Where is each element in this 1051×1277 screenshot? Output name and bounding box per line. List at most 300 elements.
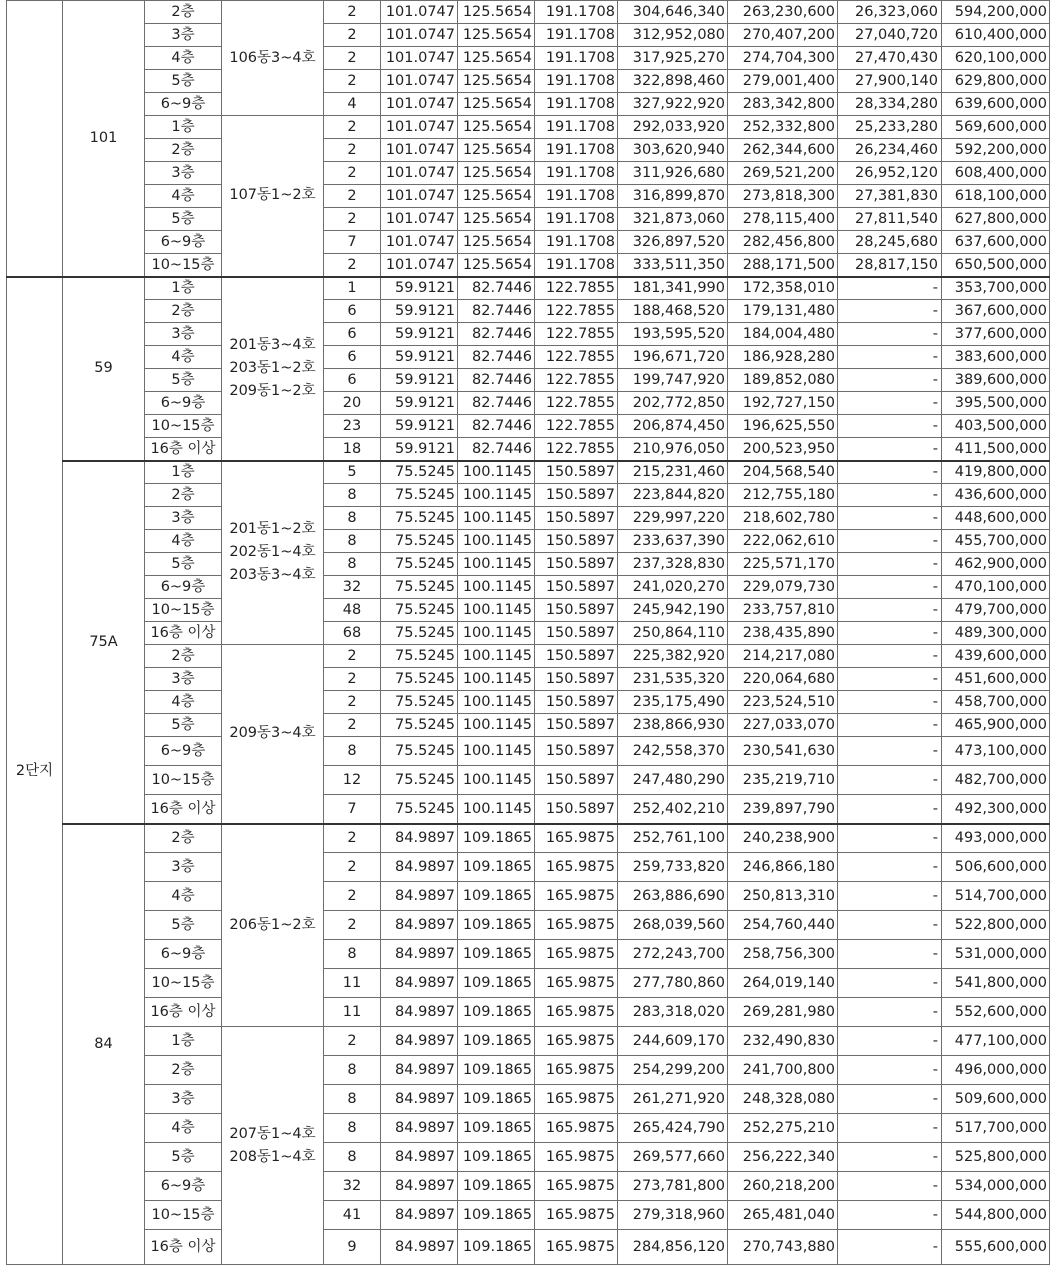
building-price-cell: 230,541,630 — [728, 737, 838, 766]
area-a-cell: 101.0747 — [381, 93, 458, 116]
floor-cell: 3층 — [145, 1085, 222, 1114]
building-price-cell: 263,230,600 — [728, 1, 838, 24]
area-b-cell: 125.5654 — [458, 93, 535, 116]
table-row — [7, 24, 1050, 47]
area-a-cell: 75.5245 — [381, 645, 458, 668]
area-c-cell: 150.5897 — [535, 714, 618, 737]
table-row — [7, 998, 1050, 1027]
area-c-cell: 150.5897 — [535, 691, 618, 714]
area-b-cell: 125.5654 — [458, 162, 535, 185]
total-price-cell: 517,700,000 — [942, 1114, 1050, 1143]
floor-cell: 5층 — [145, 714, 222, 737]
floor-cell: 10~15층 — [145, 254, 222, 277]
building-cell: 201동1~2호 202동1~4호 203동3~4호 — [222, 461, 324, 645]
table-row — [7, 392, 1050, 415]
area-c-cell: 150.5897 — [535, 737, 618, 766]
area-b-cell: 82.7446 — [458, 346, 535, 369]
floor-cell: 5층 — [145, 911, 222, 940]
units-cell: 2 — [324, 24, 381, 47]
area-c-cell: 165.9875 — [535, 824, 618, 853]
area-c-cell: 122.7855 — [535, 346, 618, 369]
area-b-cell: 100.1145 — [458, 714, 535, 737]
units-cell: 4 — [324, 93, 381, 116]
floor-cell: 1층 — [145, 1027, 222, 1056]
total-price-cell: 411,500,000 — [942, 438, 1050, 461]
area-b-cell: 109.1865 — [458, 824, 535, 853]
area-c-cell: 122.7855 — [535, 277, 618, 300]
floor-cell: 3층 — [145, 507, 222, 530]
table-row — [7, 530, 1050, 553]
land-price-cell: 247,480,290 — [618, 766, 728, 795]
building-price-cell: 254,760,440 — [728, 911, 838, 940]
area-a-cell: 84.9897 — [381, 998, 458, 1027]
floor-cell: 16층 이상 — [145, 438, 222, 461]
area-a-cell: 84.9897 — [381, 853, 458, 882]
area-b-cell: 109.1865 — [458, 1085, 535, 1114]
units-cell: 2 — [324, 668, 381, 691]
units-cell: 2 — [324, 882, 381, 911]
area-c-cell: 165.9875 — [535, 911, 618, 940]
area-c-cell: 165.9875 — [535, 940, 618, 969]
vat-cell: - — [838, 392, 942, 415]
area-a-cell: 101.0747 — [381, 116, 458, 139]
area-c-cell: 150.5897 — [535, 599, 618, 622]
table-row — [7, 795, 1050, 824]
table-row — [7, 622, 1050, 645]
total-price-cell: 455,700,000 — [942, 530, 1050, 553]
table-row — [7, 185, 1050, 208]
units-cell: 8 — [324, 530, 381, 553]
land-price-cell: 327,922,920 — [618, 93, 728, 116]
total-price-cell: 367,600,000 — [942, 300, 1050, 323]
area-b-cell: 109.1865 — [458, 1114, 535, 1143]
building-price-cell: 233,757,810 — [728, 599, 838, 622]
total-price-cell: 489,300,000 — [942, 622, 1050, 645]
area-c-cell: 165.9875 — [535, 882, 618, 911]
building-price-cell: 265,481,040 — [728, 1201, 838, 1230]
total-price-cell: 479,700,000 — [942, 599, 1050, 622]
area-a-cell: 84.9897 — [381, 1114, 458, 1143]
area-c-cell: 122.7855 — [535, 392, 618, 415]
table-row — [7, 1201, 1050, 1230]
land-price-cell: 202,772,850 — [618, 392, 728, 415]
land-price-cell: 303,620,940 — [618, 139, 728, 162]
area-a-cell: 59.9121 — [381, 323, 458, 346]
area-a-cell: 84.9897 — [381, 1172, 458, 1201]
area-b-cell: 100.1145 — [458, 484, 535, 507]
building-price-cell: 283,342,800 — [728, 93, 838, 116]
total-price-cell: 569,600,000 — [942, 116, 1050, 139]
land-price-cell: 279,318,960 — [618, 1201, 728, 1230]
land-price-cell: 321,873,060 — [618, 208, 728, 231]
units-cell: 8 — [324, 1143, 381, 1172]
area-a-cell: 59.9121 — [381, 369, 458, 392]
floor-cell: 5층 — [145, 369, 222, 392]
table-row — [7, 668, 1050, 691]
floor-cell: 16층 이상 — [145, 795, 222, 824]
vat-cell: - — [838, 323, 942, 346]
units-cell: 11 — [324, 969, 381, 998]
area-b-cell: 125.5654 — [458, 116, 535, 139]
vat-cell: - — [838, 438, 942, 461]
units-cell: 9 — [324, 1230, 381, 1265]
building-price-cell: 270,743,880 — [728, 1230, 838, 1265]
units-cell: 8 — [324, 553, 381, 576]
table-row — [7, 911, 1050, 940]
land-price-cell: 311,926,680 — [618, 162, 728, 185]
vat-cell: - — [838, 1114, 942, 1143]
vat-cell: - — [838, 277, 942, 300]
vat-cell: - — [838, 1143, 942, 1172]
building-price-cell: 238,435,890 — [728, 622, 838, 645]
area-a-cell: 59.9121 — [381, 277, 458, 300]
table-row — [7, 162, 1050, 185]
area-b-cell: 125.5654 — [458, 231, 535, 254]
table-row — [7, 300, 1050, 323]
vat-cell: - — [838, 940, 942, 969]
land-price-cell: 181,341,990 — [618, 277, 728, 300]
building-price-cell: 260,218,200 — [728, 1172, 838, 1201]
vat-cell: 26,234,460 — [838, 139, 942, 162]
vat-cell: - — [838, 911, 942, 940]
total-price-cell: 650,500,000 — [942, 254, 1050, 277]
area-b-cell: 100.1145 — [458, 461, 535, 484]
land-price-cell: 229,997,220 — [618, 507, 728, 530]
table-row — [7, 323, 1050, 346]
units-cell: 8 — [324, 484, 381, 507]
vat-cell: 26,323,060 — [838, 1, 942, 24]
area-c-cell: 150.5897 — [535, 668, 618, 691]
building-price-cell: 196,625,550 — [728, 415, 838, 438]
land-price-cell: 269,577,660 — [618, 1143, 728, 1172]
floor-cell: 1층 — [145, 461, 222, 484]
floor-cell: 10~15층 — [145, 969, 222, 998]
total-price-cell: 473,100,000 — [942, 737, 1050, 766]
units-cell: 2 — [324, 1, 381, 24]
vat-cell: - — [838, 795, 942, 824]
vat-cell: - — [838, 530, 942, 553]
area-a-cell: 75.5245 — [381, 668, 458, 691]
vat-cell: 27,811,540 — [838, 208, 942, 231]
floor-cell: 4층 — [145, 185, 222, 208]
total-price-cell: 608,400,000 — [942, 162, 1050, 185]
table-row — [7, 70, 1050, 93]
area-a-cell: 101.0747 — [381, 208, 458, 231]
area-a-cell: 101.0747 — [381, 231, 458, 254]
table-row — [7, 438, 1050, 461]
total-price-cell: 522,800,000 — [942, 911, 1050, 940]
area-a-cell: 101.0747 — [381, 1, 458, 24]
area-b-cell: 109.1865 — [458, 998, 535, 1027]
floor-cell: 4층 — [145, 47, 222, 70]
table-row — [7, 1114, 1050, 1143]
building-price-cell: 278,115,400 — [728, 208, 838, 231]
floor-cell: 6~9층 — [145, 231, 222, 254]
total-price-cell: 592,200,000 — [942, 139, 1050, 162]
total-price-cell: 436,600,000 — [942, 484, 1050, 507]
floor-cell: 2층 — [145, 1, 222, 24]
area-b-cell: 100.1145 — [458, 645, 535, 668]
units-cell: 5 — [324, 461, 381, 484]
building-price-cell: 279,001,400 — [728, 70, 838, 93]
total-price-cell: 525,800,000 — [942, 1143, 1050, 1172]
area-c-cell: 122.7855 — [535, 415, 618, 438]
area-c-cell: 191.1708 — [535, 70, 618, 93]
units-cell: 18 — [324, 438, 381, 461]
units-cell: 2 — [324, 162, 381, 185]
total-price-cell: 531,000,000 — [942, 940, 1050, 969]
area-c-cell: 122.7855 — [535, 438, 618, 461]
floor-cell: 4층 — [145, 1114, 222, 1143]
total-price-cell: 470,100,000 — [942, 576, 1050, 599]
building-price-cell: 235,219,710 — [728, 766, 838, 795]
vat-cell: - — [838, 668, 942, 691]
floor-cell: 6~9층 — [145, 1172, 222, 1201]
units-cell: 7 — [324, 231, 381, 254]
units-cell: 1 — [324, 277, 381, 300]
total-price-cell: 610,400,000 — [942, 24, 1050, 47]
building-price-cell: 239,897,790 — [728, 795, 838, 824]
area-b-cell: 100.1145 — [458, 530, 535, 553]
vat-cell: - — [838, 766, 942, 795]
vat-cell: 25,233,280 — [838, 116, 942, 139]
area-b-cell: 125.5654 — [458, 139, 535, 162]
land-price-cell: 283,318,020 — [618, 998, 728, 1027]
units-cell: 20 — [324, 392, 381, 415]
area-c-cell: 165.9875 — [535, 1085, 618, 1114]
area-b-cell: 100.1145 — [458, 691, 535, 714]
land-price-cell: 304,646,340 — [618, 1, 728, 24]
units-cell: 7 — [324, 795, 381, 824]
building-cell: 107동1~2호 — [222, 116, 324, 277]
vat-cell: - — [838, 1172, 942, 1201]
units-cell: 6 — [324, 346, 381, 369]
area-b-cell: 109.1865 — [458, 1056, 535, 1085]
area-b-cell: 82.7446 — [458, 300, 535, 323]
area-b-cell: 82.7446 — [458, 369, 535, 392]
land-price-cell: 242,558,370 — [618, 737, 728, 766]
table-row — [7, 576, 1050, 599]
area-a-cell: 59.9121 — [381, 415, 458, 438]
area-b-cell: 82.7446 — [458, 277, 535, 300]
vat-cell: 26,952,120 — [838, 162, 942, 185]
vat-cell: - — [838, 300, 942, 323]
table-row — [7, 346, 1050, 369]
area-c-cell: 191.1708 — [535, 116, 618, 139]
floor-cell: 3층 — [145, 162, 222, 185]
floor-cell: 10~15층 — [145, 415, 222, 438]
total-price-cell: 465,900,000 — [942, 714, 1050, 737]
total-price-cell: 353,700,000 — [942, 277, 1050, 300]
vat-cell: 27,381,830 — [838, 185, 942, 208]
table-row — [7, 208, 1050, 231]
floor-cell: 16층 이상 — [145, 622, 222, 645]
vat-cell: - — [838, 824, 942, 853]
building-price-cell: 269,281,980 — [728, 998, 838, 1027]
floor-cell: 6~9층 — [145, 940, 222, 969]
total-price-cell: 544,800,000 — [942, 1201, 1050, 1230]
total-price-cell: 627,800,000 — [942, 208, 1050, 231]
floor-cell: 5층 — [145, 70, 222, 93]
building-cell: 207동1~4호 208동1~4호 — [222, 1027, 324, 1265]
table-row — [7, 691, 1050, 714]
vat-cell: - — [838, 882, 942, 911]
land-price-cell: 263,886,690 — [618, 882, 728, 911]
building-price-cell: 227,033,070 — [728, 714, 838, 737]
floor-cell: 10~15층 — [145, 1201, 222, 1230]
area-c-cell: 165.9875 — [535, 853, 618, 882]
table-row — [7, 139, 1050, 162]
area-b-cell: 100.1145 — [458, 795, 535, 824]
area-b-cell: 82.7446 — [458, 415, 535, 438]
floor-cell: 5층 — [145, 208, 222, 231]
total-price-cell: 458,700,000 — [942, 691, 1050, 714]
units-cell: 68 — [324, 622, 381, 645]
building-price-cell: 252,275,210 — [728, 1114, 838, 1143]
area-a-cell: 75.5245 — [381, 622, 458, 645]
total-price-cell: 496,000,000 — [942, 1056, 1050, 1085]
land-price-cell: 196,671,720 — [618, 346, 728, 369]
land-price-cell: 225,382,920 — [618, 645, 728, 668]
total-price-cell: 594,200,000 — [942, 1, 1050, 24]
area-a-cell: 84.9897 — [381, 1056, 458, 1085]
table-row — [7, 1, 1050, 24]
area-a-cell: 75.5245 — [381, 461, 458, 484]
units-cell: 48 — [324, 599, 381, 622]
building-price-cell: 204,568,540 — [728, 461, 838, 484]
units-cell: 8 — [324, 940, 381, 969]
land-price-cell: 254,299,200 — [618, 1056, 728, 1085]
vat-cell: - — [838, 1027, 942, 1056]
vat-cell: - — [838, 461, 942, 484]
total-price-cell: 492,300,000 — [942, 795, 1050, 824]
table-row — [7, 645, 1050, 668]
land-price-cell: 193,595,520 — [618, 323, 728, 346]
units-cell: 8 — [324, 507, 381, 530]
floor-cell: 1층 — [145, 116, 222, 139]
land-price-cell: 233,637,390 — [618, 530, 728, 553]
building-price-cell: 218,602,780 — [728, 507, 838, 530]
land-price-cell: 326,897,520 — [618, 231, 728, 254]
area-b-cell: 125.5654 — [458, 208, 535, 231]
land-price-cell: 252,761,100 — [618, 824, 728, 853]
area-a-cell: 75.5245 — [381, 484, 458, 507]
table-row — [7, 277, 1050, 300]
area-c-cell: 150.5897 — [535, 622, 618, 645]
area-c-cell: 165.9875 — [535, 1201, 618, 1230]
building-price-cell: 189,852,080 — [728, 369, 838, 392]
vat-cell: 28,817,150 — [838, 254, 942, 277]
area-c-cell: 150.5897 — [535, 484, 618, 507]
vat-cell: 27,470,430 — [838, 47, 942, 70]
building-price-cell: 214,217,080 — [728, 645, 838, 668]
units-cell: 2 — [324, 1027, 381, 1056]
units-cell: 11 — [324, 998, 381, 1027]
total-price-cell: 541,800,000 — [942, 969, 1050, 998]
complex-cell — [7, 1, 63, 277]
area-a-cell: 75.5245 — [381, 599, 458, 622]
area-c-cell: 150.5897 — [535, 645, 618, 668]
units-cell: 32 — [324, 1172, 381, 1201]
total-price-cell: 555,600,000 — [942, 1230, 1050, 1265]
units-cell: 6 — [324, 323, 381, 346]
floor-cell: 4층 — [145, 530, 222, 553]
land-price-cell: 188,468,520 — [618, 300, 728, 323]
area-b-cell: 82.7446 — [458, 438, 535, 461]
land-price-cell: 284,856,120 — [618, 1230, 728, 1265]
vat-cell: - — [838, 714, 942, 737]
land-price-cell: 261,271,920 — [618, 1085, 728, 1114]
table-row — [7, 461, 1050, 484]
area-b-cell: 100.1145 — [458, 737, 535, 766]
vat-cell: - — [838, 1230, 942, 1265]
units-cell: 2 — [324, 645, 381, 668]
total-price-cell: 493,000,000 — [942, 824, 1050, 853]
building-price-cell: 184,004,480 — [728, 323, 838, 346]
building-price-cell: 232,490,830 — [728, 1027, 838, 1056]
area-b-cell: 100.1145 — [458, 576, 535, 599]
vat-cell: - — [838, 369, 942, 392]
units-cell: 2 — [324, 254, 381, 277]
floor-cell: 6~9층 — [145, 576, 222, 599]
vat-cell: - — [838, 346, 942, 369]
area-b-cell: 100.1145 — [458, 668, 535, 691]
units-cell: 2 — [324, 208, 381, 231]
land-price-cell: 268,039,560 — [618, 911, 728, 940]
land-price-cell: 317,925,270 — [618, 47, 728, 70]
type-cell: 84 — [63, 824, 145, 1265]
area-c-cell: 165.9875 — [535, 1172, 618, 1201]
building-price-cell: 223,524,510 — [728, 691, 838, 714]
building-price-cell: 248,328,080 — [728, 1085, 838, 1114]
total-price-cell: 506,600,000 — [942, 853, 1050, 882]
floor-cell: 3층 — [145, 853, 222, 882]
area-a-cell: 84.9897 — [381, 1143, 458, 1172]
area-a-cell: 84.9897 — [381, 882, 458, 911]
land-price-cell: 292,033,920 — [618, 116, 728, 139]
area-b-cell: 82.7446 — [458, 392, 535, 415]
floor-cell: 4층 — [145, 346, 222, 369]
area-b-cell: 100.1145 — [458, 507, 535, 530]
area-c-cell: 150.5897 — [535, 766, 618, 795]
units-cell: 2 — [324, 714, 381, 737]
vat-cell: - — [838, 1201, 942, 1230]
building-price-cell: 172,358,010 — [728, 277, 838, 300]
area-c-cell: 191.1708 — [535, 47, 618, 70]
land-price-cell: 277,780,860 — [618, 969, 728, 998]
building-price-cell: 262,344,600 — [728, 139, 838, 162]
land-price-cell: 199,747,920 — [618, 369, 728, 392]
vat-cell: - — [838, 622, 942, 645]
table-row — [7, 853, 1050, 882]
area-a-cell: 75.5245 — [381, 691, 458, 714]
floor-cell: 6~9층 — [145, 392, 222, 415]
units-cell: 8 — [324, 1114, 381, 1143]
area-b-cell: 109.1865 — [458, 940, 535, 969]
table-row — [7, 507, 1050, 530]
vat-cell: - — [838, 737, 942, 766]
table-row — [7, 766, 1050, 795]
building-price-cell: 250,813,310 — [728, 882, 838, 911]
total-price-cell: 482,700,000 — [942, 766, 1050, 795]
vat-cell: - — [838, 1056, 942, 1085]
land-price-cell: 265,424,790 — [618, 1114, 728, 1143]
units-cell: 2 — [324, 691, 381, 714]
land-price-cell: 333,511,350 — [618, 254, 728, 277]
land-price-cell: 237,328,830 — [618, 553, 728, 576]
area-b-cell: 109.1865 — [458, 911, 535, 940]
area-c-cell: 165.9875 — [535, 1056, 618, 1085]
